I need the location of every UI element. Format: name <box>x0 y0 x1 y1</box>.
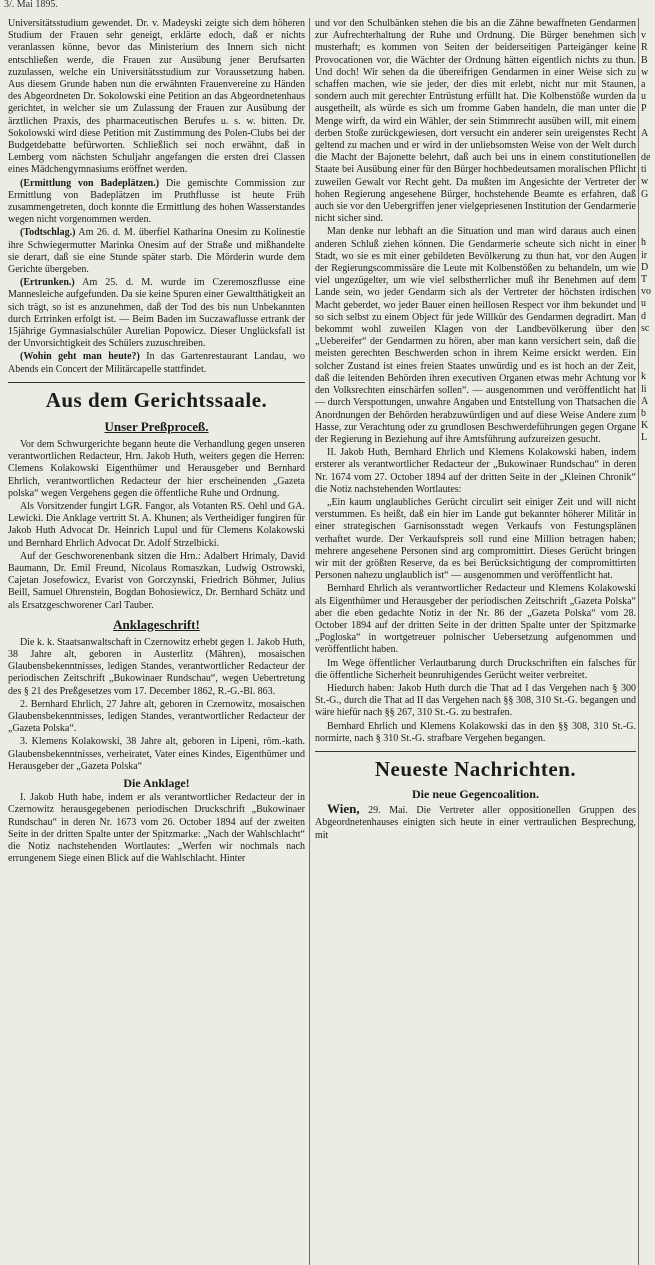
paragraph: I. Jakob Huth habe, indem er als verantwortlicher Redacteur der in Czernowitz herausgegebenen periodischen Druckschrift „Bukowinaer Rundschau“ in deren Nr. 1673 vom 26. October 1894 auf der zweiten Seite in der dritten Spalte unter der Spitzmarke: „Nach der Wahlschlacht“ die Notiz nachstehenden Wortlautes: „Werfen wir nochmals nach errungenem Siege einen Blick auf die Wahlschlacht. Hinter <box>8 792 305 865</box>
column-divider <box>638 18 639 1265</box>
paragraph: Bernhard Ehrlich als verantwortlicher Redacteur und Klemens Kolakowski als Eigenthümer und Herausgeber der periodischen Zeitschrift „Gazeta Polska“ aber die eben gedachte Notiz in der Nr. 86 der „Gazeta Polska“ vom 28. October 1894 auf der dritten Seite in der dritten Spalte unter der Spitzmarke „Pogloska“ in wortgetreuer polnischer Uebersetzung aufgenommen und veröffentlicht haben. <box>315 583 636 656</box>
page-header-fragment: 3/. Mai 1895. <box>4 0 58 10</box>
edge-fragment <box>641 761 655 773</box>
edge-fragment <box>641 822 655 834</box>
edge-fragment <box>641 1200 655 1212</box>
edge-fragment: u <box>641 91 646 103</box>
edge-fragment <box>641 786 655 798</box>
edge-fragment <box>641 896 655 908</box>
edge-fragment <box>641 810 655 822</box>
edge-fragment <box>641 1164 655 1176</box>
edge-fragment <box>641 1261 655 1263</box>
edge-fragment <box>641 481 655 493</box>
section-title: Neueste Nachrichten. <box>374 756 577 781</box>
edge-fragment <box>641 676 655 688</box>
paragraph: Hiedurch haben: Jakob Huth durch die That ad I das Vergehen nach § 300 St.-G., durch die That ad II das Vergehen nach §§ 308, 310 St.-G. begangen und wäre hiefür nach §§ 267, 310 St.-G. zu bestrafen. <box>315 682 636 719</box>
edge-fragment <box>641 859 655 871</box>
edge-fragment <box>641 835 655 847</box>
edge-fragment <box>641 506 655 518</box>
paragraph: und vor den Schulbänken stehen die bis an die Zähne bewaffneten Gendarmen zur Aufrechterhaltung der Ruhe und Ordnung. Die Bürger benehmen sich musterhaft; es kommen von Seiten der beiderseitigen Parteigänger keine Provocationen vor, die Wächter der Ordnung hätten eigentlich nichts zu thun. Und doch! Wir sehen da die übereifrigen Gendarmen in einer Weise sich zu schaffen machen, wie sie jeder, der dies mit erlebt, nicht nur mit Staunen, sondern auch mit gerechter Entrüstung erfüllt hat. Die Kolbenstöße wurden da ausgetheilt, als würde es sich um fromme Gaben handeln, die man unter die Menge wirft, da wird ein Wähler, der sein Stimmrecht ausüben will, mit einem derben Stoße zurückgewiesen, dort versucht ein anderer sein ureigenstes Recht geltend zu machen und er wird in der unliebsomsten Weise von der Welt durch die Macht der Bajonette belehrt, daß auch bei uns in einem constitutionellen Staate bei Ausübung einer für den Bürger hochbedeutsamen moralischen Pflicht zuweilen Gewalt vor Recht geht. Da mußten im Angesichte der Vertreter der hohen Regierung angesehene Bürger, hochstehende Beamte es erfahren, daß auch sie vor den Uebergriffen jener vielgepriesenen Institution der Gendarmerie nicht sicher sind. <box>315 18 636 225</box>
edge-fragment <box>641 1091 655 1103</box>
edge-fragment <box>641 1054 655 1066</box>
edge-fragment <box>641 579 655 591</box>
paragraph: „Ein kaum unglaubliches Gerücht circulirt seit einiger Zeit und will nicht verstummen. Es heißt, daß ein hier im Lande gut bekannter höherer Militär in einer strategischen Garnisonsstadt wegen Verkaufs von Festungsplänen verhaftet wurde. Der Verkaufspreis soll rund eine Million betragen haben; mehrere angesehene Personen sind arg compromittirt. Dieses Gerücht bringen wir mit der größten Reserve, da es bei Berücksichtigung der compromittirten Personen nahezu unglaublich ist“ — ausgenommen und veröffentlicht hat. <box>315 496 636 582</box>
cut-off-column <box>641 18 655 1263</box>
edge-fragment <box>641 664 655 676</box>
paragraph: Bernhard Ehrlich und Klemens Kolakowski das in den §§ 308, 310 St.-G. normirte, nach § 310 St.-G. strafbare Vergehen begangen. <box>315 720 636 744</box>
edge-fragment <box>641 847 655 859</box>
right-column <box>315 18 636 1263</box>
paragraph: Vor dem Schwurgerichte begann heute die Verhandlung gegen unseren verantwortlichen Redacteur, Hrn. Jakob Huth, weiters gegen die Herren: Clemens Kolakowski Eigenthümer und Herausgeber und Bernhard Ehrlich, verantwortlichen Redacteur der hier erscheinenden „Gazeta polska“ wegen Vergehens gegen die öffentliche Ruhe und Ordnung. <box>8 438 305 499</box>
paragraph: Im Wege öffentlicher Verlautbarung durch Druckschriften ein falsches für die öffentliche Sicherheit beunruhigendes Gerücht weiter verbreitet. <box>315 657 636 681</box>
edge-fragment <box>641 518 655 530</box>
edge-fragment <box>641 1017 655 1029</box>
section-title: Aus dem Gerichtssaale. <box>45 387 268 412</box>
paragraph: Auf der Geschworenenbank sitzen die Hrn.: Adalbert Hrimaly, David Baumann, Dr. Emil Freund, Nicolaus Romaszkan, Ludwig Ostrowski, Cajetan Josefowicz, Evarist von Gorczynski, Friedrich Böhmer, Julius Beill, Samuel Ohrenstein, Bogdan Bohosiewicz, Dr. Bernhard Schätz und als Ersatzgeschworener Carl Tauber. <box>8 550 305 611</box>
edge-fragment <box>641 798 655 810</box>
edge-fragment <box>641 652 655 664</box>
edge-fragment <box>641 640 655 652</box>
edge-fragment <box>641 1030 655 1042</box>
edge-fragment: w <box>641 66 649 78</box>
edge-fragment: G <box>641 188 649 200</box>
edge-fragment <box>641 737 655 749</box>
edge-fragment <box>641 359 655 371</box>
paragraph: (Wohin geht man heute?) In das Gartenrestaurant Landau, wo Abends ein Concert der Militärcapelle stattfindet. <box>8 351 305 375</box>
edge-fragment: R <box>641 42 648 54</box>
edge-fragment: K <box>641 420 649 432</box>
edge-fragment: v <box>641 30 646 42</box>
edge-fragment <box>641 457 655 469</box>
edge-fragment <box>641 713 655 725</box>
paragraph: II. Jakob Huth, Bernhard Ehrlich und Klemens Kolakowski haben, indem ersterer als verantwortlicher Redacteur der „Bukowinaer Rundschau“ in deren Nr. 1674 vom 27. October 1894 auf der dritten Seite in der „Kleinen Chronik“ die Notiz nachstehenden Wortlautes: <box>315 447 636 495</box>
edge-fragment <box>641 493 655 505</box>
edge-fragment <box>641 1115 655 1127</box>
edge-fragment: b <box>641 408 646 419</box>
edge-fragment <box>641 1127 655 1139</box>
edge-fragment <box>641 969 655 981</box>
edge-fragment <box>641 688 655 700</box>
section-rule <box>8 382 305 383</box>
edge-fragment: P <box>641 103 647 115</box>
edge-fragment <box>641 1176 655 1188</box>
edge-fragment <box>641 1237 655 1249</box>
edge-fragment <box>641 116 655 128</box>
edge-fragment <box>641 993 655 1005</box>
edge-fragment: A <box>641 127 649 139</box>
edge-fragment: L <box>641 432 648 444</box>
edge-fragment <box>641 530 655 542</box>
edge-fragment: li <box>641 383 647 395</box>
paragraph: 2. Bernhard Ehrlich, 27 Jahre alt, geboren in Czernowitz, mosaischen Glaubensbekenntnisses, ledigen Standes, verantwortlicher Redacteur der „Gazeta Polska“. <box>8 698 305 735</box>
section-rule <box>315 751 636 752</box>
edge-fragment <box>641 542 655 554</box>
edge-fragment <box>641 201 655 213</box>
edge-fragment <box>641 566 655 578</box>
edge-fragment <box>641 1188 655 1200</box>
paragraph: (Ermittlung von Badeplätzen.) Die gemischte Commission zur Ermittlung von Badeplätzen im Pruthflusse ist heute Früh zusammengetreten, doch konnte die Ermittlung des hohen Wasserstandes wegen nicht vorgenommen werden. <box>8 177 305 226</box>
edge-fragment: sc <box>641 322 650 334</box>
paragraph: Wien, 29. Mai. Die Vertreter aller oppositionellen Gruppen des Abgeordnetenhauses einigten sich heute in einer vertraulichen Besprechung, mit <box>315 801 636 841</box>
edge-fragment <box>641 469 655 481</box>
edge-fragment <box>641 908 655 920</box>
edge-fragment <box>641 1249 655 1261</box>
edge-fragment <box>641 627 655 639</box>
paragraph: (Ertrunken.) Am 25. d. M. wurde im Czeremoszflusse eine Mannesleiche aufgefunden. Da sie keine Spuren einer Gewaltthätigkeit an sich trägt, so ist es anzunehmen, daß der Tod des bis nun Unbekannten durch Ertrinken erfolgt ist. — Beim Baden im Suczawaflusse ertrank der 15jährige Gymnasialschüler Aurelian Popowicz. Dieser Unglücksfall ist der Unvorsichtigkeit des Schülers zuzuschreiben. <box>8 277 305 350</box>
edge-fragment <box>641 591 655 603</box>
edge-fragment <box>641 1078 655 1090</box>
subsection-title: Anklageschrift! <box>113 616 200 632</box>
edge-fragment <box>641 1139 655 1151</box>
edge-fragment <box>641 347 655 359</box>
edge-fragment: D <box>641 261 649 273</box>
paragraph: Man denke nur lebhaft an die Situation und man wird daraus auch einen anderen Schluß ziehen können. Die Gendarmerie scheute sich nicht in einer Stadt, wo sie es mit einer gebildeten Bevölkerung zu thun hat, vor den Augen der Regierungscommissäre die Leute mit Kolbenstößen zu behandeln, um wie viel ungezügelter, um wie viel selbstherrlicher muß ihr Benehmen auf dem Lande sein, wo jeder Gendarm sich als der Vertreter der höchsten irdischen Macht geberdet, wo jeder Bauer einen heillosen Respect vor ihm bekundet und so sich selbst zu einem Object für jede Willkür des Gendarmen degradirt. Man bekommt wohl zuweilen Klagen von der Landbevölkerung über den „Uebereifer“ der Gendarmen zu hören, aber man kann versichert sein, daß die meisten gerechten Beschwerden schon in ihrem Keime ersickt werden. Ein solcher Zustand ist eines freien Staates unwürdig und es ist hoch an der Zeit, daß die leitenden Behörden ihren executiven Organen etwas mehr Achtung vor den Volksrechten einschärfen sollen“. — ausgenommen und veröffentlicht hat — durch Verspottungen, unwahre Angaben und Entstellung von Thatsachen die Anordnungen der Behörden herabzuwürdigen und auf diese Weise Andere zum Hasse, zur Verachtung oder zu grundlosen Beschwerdeführungen gegen Organe der Regierung in Beziehung auf ihre Amtsführung aufzureizen gesucht. <box>315 226 636 445</box>
edge-fragment <box>641 871 655 883</box>
edge-fragment <box>641 225 655 237</box>
edge-fragment: h <box>641 237 646 249</box>
edge-fragment: a <box>641 78 646 90</box>
edge-fragment <box>641 920 655 932</box>
edge-fragment <box>641 18 655 30</box>
edge-fragment: k <box>641 371 646 383</box>
edge-fragment <box>641 932 655 944</box>
edge-fragment <box>641 701 655 713</box>
edge-fragment <box>641 774 655 786</box>
article-title: Unser Preßproceß. <box>104 418 209 434</box>
edge-fragment <box>641 554 655 566</box>
article-title: Die neue Gegencoalition. <box>412 786 539 801</box>
edge-fragment <box>641 1042 655 1054</box>
edge-fragment <box>641 603 655 615</box>
edge-fragment <box>641 1005 655 1017</box>
edge-fragment <box>641 335 655 347</box>
edge-fragment <box>641 445 655 457</box>
edge-fragment: de <box>641 152 651 164</box>
edge-fragment <box>641 981 655 993</box>
left-column <box>8 18 305 1263</box>
edge-fragment <box>641 749 655 761</box>
edge-fragment <box>641 1066 655 1078</box>
edge-fragment <box>641 883 655 895</box>
edge-fragment <box>641 956 655 968</box>
edge-fragment: ti <box>641 164 647 176</box>
edge-fragment: B <box>641 54 648 66</box>
edge-fragment <box>641 944 655 956</box>
edge-fragment: w <box>641 176 649 188</box>
paragraph: (Todtschlag.) Am 26. d. M. überfiel Katharina Onesim zu Kolinestie ihre Schwiegermutter Marinka Onesim auf der Straße und mißhandelte sie derart, daß sie eine Stunde später starb. Die Mörderin wurde dem Gerichte übergeben. <box>8 227 305 276</box>
paragraph: 3. Klemens Kolakowski, 38 Jahre alt, geboren in Lipeni, röm.-kath. Glaubensbekenntnisses, verheiratet, Vater eines Kindes, Eigenthümer und Herausgeber der „Gazeta Polska“ <box>8 736 305 772</box>
paragraph: Universitätsstudium gewendet. Dr. v. Madeyski zeigte sich dem höheren Studium der Frauen sehr geneigt, erklärte edoch, daß er nichts veranlassen könne, bevor das Ministerium des Innern sich nicht entschließen werde, die Frauen zur Ausübung jener Berufsarten zuzulassen, welche ein Universitätsstudium zur Voraussetzung haben. Aus diesem Grunde haben nun die erwähnten Frauenvereine zu Händen des Abgeordneten Dr. Sokolowski eine Petition an das Abgeordnetenhaus gerichtet, in welcher sie um Zulassung der Frauen zur Ausübung der ärztlichen Praxis, des pharmaceutischen Berufes u. s. w. bitten. Dr. Sokolowski wird diese Petition mit Zustimmung des Polen-Clubs bei der Budgetdebatte befürworten. Schließlich sei noch erwähnt, daß in Lemberg vom nächsten Schuljahr angefangen die ersten drei Classen eines Mädchengymnasiums eröffnet werden. <box>8 18 305 176</box>
edge-fragment: T <box>641 273 648 285</box>
column-divider <box>309 18 310 1265</box>
paragraph: Die k. k. Staatsanwaltschaft in Czernowitz erhebt gegen 1. Jakob Huth, 38 Jahre alt, geboren in Austerlitz (Mähren), mosaischen Glaubensbekenntnisses, ledigen Standes, verantwortlicher Redacteur der periodischen Zeitschrift „Bukowinaer Rundschau“, wegen Uebertretung des § 21 des Preßgesetzes vom 17. December 1862, R.-G.-Bl. 863. <box>8 636 305 697</box>
edge-fragment <box>641 1225 655 1237</box>
edge-fragment <box>641 1151 655 1163</box>
edge-fragment <box>641 140 655 152</box>
edge-fragment <box>641 213 655 225</box>
edge-fragment <box>641 1103 655 1115</box>
edge-fragment <box>641 725 655 737</box>
edge-fragment <box>641 1212 655 1224</box>
edge-fragment: u <box>641 298 646 310</box>
edge-fragment <box>641 615 655 627</box>
edge-fragment: vo <box>641 286 651 298</box>
edge-fragment: ir <box>641 249 648 261</box>
edge-fragment: d <box>641 310 646 322</box>
edge-fragment: A <box>641 395 649 407</box>
subsection-title: Die Anklage! <box>123 775 190 790</box>
paragraph: Als Vorsitzender fungirt LGR. Fangor, als Votanten RS. Oehl und GA. Lewicki. Die Anklage vertritt St. A. Khunen; als Vertheidiger fungiren für Jakob Huth Advocat Dr. Heinrich Lupul und für Clemens Kolakowski und Bernhard Ehrlich Advocat Dr. Adolf Strzelbicki. <box>8 500 305 549</box>
